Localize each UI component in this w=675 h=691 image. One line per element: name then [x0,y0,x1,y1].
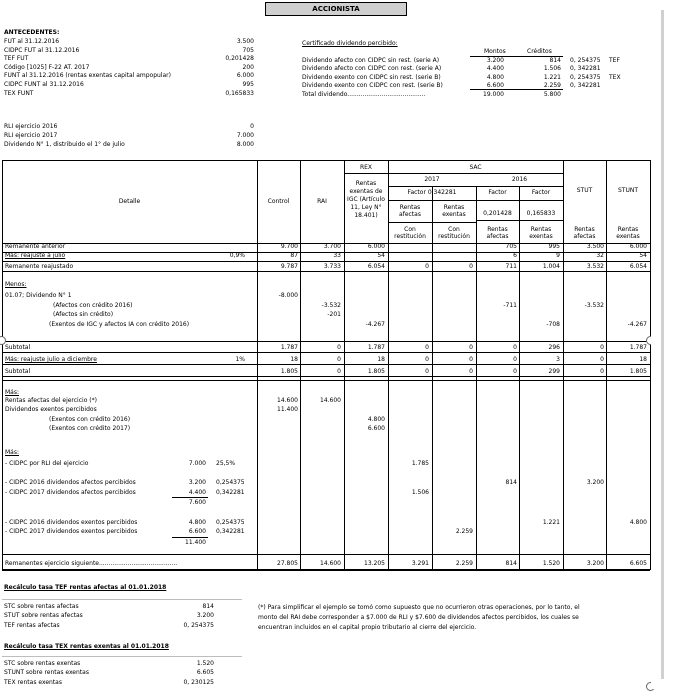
row-detalle: Remanente anterior [5,243,66,250]
column-separator [432,186,433,570]
row-base: 4.800 [188,519,206,526]
antecedente-label: Dividendo N° 1, distribuido el 1° de julio [4,141,125,148]
row-cell-stut[interactable]: 3.200 [586,560,604,567]
antecedente-value: 8.000 [236,141,254,148]
antecedente-value: 200 [242,63,254,71]
antecedente-value: 0 [250,123,254,130]
row-detalle: Subtotal [5,368,31,375]
certificado-monto: 4.400 [486,65,504,73]
column-separator [563,160,564,570]
header-factor-2017: Factor 0,342281 [407,189,457,196]
row-cell-rai[interactable]: 14.600 [320,560,341,567]
row-detalle: (Exentos con crédito 2016) [49,416,131,423]
row-cell-stunt[interactable]: 1.805 [629,368,647,375]
row-cell-s1[interactable]: 1.785 [411,460,429,467]
header-line [344,173,563,174]
certificado-row-label: Dividendo afecto con CIDPC con rest. (serie A) [302,65,442,73]
row-cell-s4[interactable]: 1.004 [542,263,560,270]
row-cell-stunt[interactable]: 6.054 [629,263,647,270]
header-2016: 2016 [511,176,528,183]
table-border-left [2,160,3,570]
footnote-line-1: (*) Para simplificar el ejemplo se tomó como supuesto que no ocurrieron otras operaciones, por lo tanto, el [258,604,580,611]
recalc-tef-label: STUT sobre rentas afectas [4,612,83,620]
row-cell-stunt[interactable]: 1.787 [629,344,647,351]
certificado-row-label: Dividendo exento con CIDPC sin rest. (serie B) [302,73,441,81]
row-cell-rex[interactable]: 6.600 [367,425,385,432]
row-detalle: (Exentos de IGC y afectos IA con crédito 2016) [49,321,190,328]
antecedente-value: 0,201428 [225,55,254,63]
header-line [476,220,563,221]
antecedente-value: 6.000 [236,72,254,80]
row-factor: 0,254375 [216,519,245,526]
row-cell-s2[interactable]: 2.259 [455,560,473,567]
row-detalle: Remanente reajustado [5,263,74,270]
row-cell-s3[interactable]: 0 [513,344,517,351]
row-cell-ctrl[interactable]: 18 [290,356,298,363]
row-separator [2,271,650,272]
row-cell-rex[interactable]: 13.205 [364,560,385,567]
row-detalle: Remanentes ejercicio siguiente......................................... [5,560,178,567]
row-cell-stut[interactable]: 0 [600,356,604,363]
row-detalle: Rentas afectas del ejercicio (*) [5,397,97,404]
row-detalle: - CIDPC por RLI del ejercicio [5,460,89,467]
row-cell-s2[interactable]: 0 [469,368,473,375]
certificado-factor: 0, 342281 [570,65,601,73]
header-rai: RAI [317,198,327,205]
row-cell-s4[interactable]: 9 [556,252,560,259]
row-cell-ctrl[interactable]: 1.787 [280,344,298,351]
recalc-tef-value: 3.200 [196,612,214,620]
certificado-factor: 0, 254375 [570,57,601,64]
row-cell-rex[interactable]: 54 [377,252,385,259]
header-con-restitucion: Con restitución [394,226,426,240]
antecedente-label: RLI ejercicio 2017 [4,132,58,139]
row-detalle: Subtotal [5,344,31,351]
table-border-bottom [2,570,650,571]
row-cell-ctrl[interactable]: 27.805 [277,560,298,567]
row-cell-s3[interactable]: 6 [513,252,517,259]
row-cell-s3[interactable]: 0 [513,356,517,363]
row-cell-ctrl[interactable]: 1.805 [280,368,298,375]
header-stunt: STUNT [617,187,639,194]
certificado-factor: 0, 342281 [570,82,601,90]
row-cell-s1[interactable]: 1.506 [411,489,429,496]
recalc-tex-label: STUNT sobre rentas exentas [4,669,89,677]
header-factor-value-1: 0,201428 [483,210,512,217]
row-cell-s2[interactable]: 0 [469,263,473,270]
header-rex: REX [359,164,373,171]
row-detalle: Dividendos exentos percibidos [5,406,97,413]
row-cell-rex[interactable]: 1.787 [367,344,385,351]
antecedente-value: 0,165833 [225,89,254,97]
row-separator [2,376,650,377]
certificado-tag: TEX [609,73,621,81]
header-rentas-exentas: Rentas exentas [442,204,466,218]
row-cell-stunt[interactable]: 54 [639,252,647,259]
certificado-total-credito: 5.800 [543,91,561,98]
row-param: 1% [235,356,245,363]
antecedente-label: TEX FUNT [4,89,34,97]
sum-line [172,497,208,498]
row-separator [2,364,650,365]
row-cell-s4[interactable]: -708 [546,321,560,328]
certificado-tag: TEF [609,57,620,64]
row-cell-rai[interactable]: -201 [327,311,341,318]
row-base: 7.000 [188,460,206,467]
row-cell-stut[interactable]: 3.500 [586,243,604,250]
row-cell-ctrl[interactable]: 14.600 [277,397,298,404]
row-detalle: - CIDPC 2016 dividendos afectos percibidos [5,479,136,486]
row-cell-rex[interactable]: -4.267 [365,321,385,328]
row-detalle: - CIDPC 2017 dividendos afectos percibidos [5,489,136,496]
header-con-restitucion: Con restitución [438,226,470,240]
certificado-heading: Certificado dividendo percibido: [302,40,398,47]
header-stunt-sub: Rentas exentas [616,226,640,240]
antecedente-label: TEF FUT [4,55,29,63]
row-param: 11.400 [185,539,206,546]
antecedente-label: FUNT al 31.12.2016 (rentas exentas capital ampopular) [4,72,171,80]
recalc-tex-label: TEX rentas exentas [4,678,62,686]
row-cell-stut[interactable]: 0 [600,368,604,375]
certificado-row-label: Dividendo afecto con CIDPC sin rest. (serie A) [302,57,440,64]
row-cell-rex[interactable]: 6.000 [367,243,385,250]
row-cell-rex[interactable]: 1.805 [367,368,385,375]
row-cell-rai[interactable]: 3.733 [323,263,341,270]
header-stut-sub: Rentas afectas [573,226,596,240]
row-detalle: (Afectos con crédito 2016) [53,302,133,309]
row-detalle: Más: reajuste a julio [5,252,66,259]
row-cell-rai[interactable]: 14.600 [320,397,341,404]
row-cell-s4[interactable]: 1.221 [542,519,560,526]
antecedente-value: 3.500 [236,38,254,45]
footnote-line-3: encuentran incluidos en el capital propio tributario al cierre del ejercicio. [258,624,477,631]
certificado-monto: 3.200 [486,57,504,64]
antecedente-value: 995 [242,81,254,88]
scrollbar-track[interactable] [661,10,664,679]
row-cell-s4[interactable]: 3 [556,356,560,363]
row-cell-rex[interactable]: 6.054 [367,263,385,270]
antecedente-label: Código [1025] F-22 AT. 2017 [4,63,90,71]
recalc-tef-label: TEF rentas afectas [4,621,60,629]
certificado-credito: 2.259 [543,82,561,90]
col-creditos-header: Créditos [527,48,552,55]
col-montos-header: Montos [484,48,506,55]
row-detalle: (Exentos con crédito 2017) [49,425,131,432]
row-cell-stut[interactable]: -3.532 [584,302,604,309]
row-separator [2,554,650,555]
row-base: 4.400 [188,489,206,496]
row-cell-s4[interactable]: 1.520 [542,560,560,567]
header-factor-a: Factor [488,189,507,196]
row-cell-ctrl[interactable]: 87 [290,252,298,259]
certificado-credito: 1.506 [543,65,561,73]
row-detalle: (Afectos sin crédito) [53,311,114,318]
row-cell-rex[interactable]: 4.800 [367,416,385,423]
row-cell-s2[interactable]: 0 [469,356,473,363]
row-detalle: 01.07; Dividendo N° 1 [5,292,72,299]
row-factor: 0,254375 [216,479,245,486]
row-cell-ctrl[interactable]: 11.400 [277,406,298,413]
header-rex-sub: Rentas exentas de IGC (Artículo 11, Ley N° 18.401) [347,180,385,219]
antecedentes-heading: ANTECEDENTES: [4,29,60,36]
row-separator [2,341,650,342]
row-base: 6.600 [188,528,206,535]
row-cell-ctrl[interactable]: 9.787 [280,263,298,270]
header-line [388,186,563,187]
header-rentas-afectas: Rentas afectas [399,204,421,218]
recalc-tex-value: 0, 230125 [183,678,214,686]
row-cell-s4[interactable]: 995 [548,243,560,250]
certificado-row-label: Dividendo exento con CIDPC con rest. (serie B) [302,82,443,90]
header-detalle: Detalle [118,198,141,205]
row-cell-rai[interactable]: -3.532 [321,302,341,309]
row-cell-stut[interactable]: 32 [596,252,604,259]
column-separator [300,160,301,570]
certificado-credito: 1.221 [543,73,561,81]
row-cell-ctrl[interactable]: -8.000 [278,292,298,299]
row-separator [2,380,650,381]
row-cell-rai[interactable]: 0 [337,356,341,363]
column-separator [606,160,607,570]
row-cell-stut[interactable]: 0 [600,344,604,351]
row-cell-stunt[interactable]: -4.267 [627,321,647,328]
footnote-line-2: monto del RAI debe corresponder a $7.000 de RLI y $7.600 de dividendos afectos percibidos, los cuales se [258,614,579,621]
row-detalle: - CIDPC 2016 dividendos exentos percibidos [5,519,138,526]
row-cell-s1[interactable]: 3.291 [411,560,429,567]
row-cell-s1[interactable]: 0 [425,356,429,363]
recalc-grid-line [2,599,242,600]
row-separator [2,569,650,570]
row-cell-stunt[interactable]: 6.605 [629,560,647,567]
header-stut: STUT [576,187,593,194]
row-separator [2,261,650,262]
row-cell-rex[interactable]: 18 [377,356,385,363]
row-cell-rai[interactable]: 33 [333,252,341,259]
row-detalle: Más: reajuste julio a diciembre [5,356,97,363]
recalc-tex-value: 1.520 [196,660,214,667]
row-factor: 0,342281 [216,489,245,496]
sheet-title: ACCIONISTA [265,2,407,16]
row-base: 3.200 [188,479,206,486]
certificado-monto: 4.800 [486,73,504,81]
row-cell-rai[interactable]: 3.700 [323,243,341,250]
row-separator [2,252,650,253]
header-rentas-afectas-2016: Rentas afectas [486,226,509,240]
antecedente-value: 705 [242,46,254,54]
antecedente-value: 7.000 [236,132,254,139]
antecedente-label: CIDPC FUNT al 31.12.2016 [4,81,84,88]
row-cell-s3[interactable]: 705 [505,243,517,250]
row-cell-s1[interactable]: 0 [425,263,429,270]
row-cell-s3[interactable]: 814 [505,479,517,486]
row-cell-s1[interactable]: 0 [425,344,429,351]
row-cell-s3[interactable]: 711 [505,263,517,270]
row-cell-stut[interactable]: 3.532 [586,263,604,270]
certificado-total-label: Total dividendo......................................... [302,91,426,98]
antecedente-label: RLI ejercicio 2016 [4,123,58,130]
row-param: 0,9% [229,252,245,259]
row-cell-ctrl[interactable]: 9.700 [280,243,298,250]
certificado-credito: 814 [549,57,561,64]
certificado-total-monto: 19.000 [483,91,504,98]
row-cell-s4[interactable]: 299 [548,368,560,375]
row-detalle: Más: [5,389,20,396]
header-line [388,222,476,223]
recalc-tef-value: 814 [202,603,214,610]
recalc-tex-heading: Recálculo tasa TEX rentas exentas al 01.01.2018 [4,643,169,650]
certificado-monto: 6.600 [486,82,504,90]
sum-line [172,537,208,538]
row-cell-s3[interactable]: 0 [513,368,517,375]
row-cell-rai[interactable]: 0 [337,368,341,375]
header-factor-value-2: 0,165833 [526,210,556,217]
row-cell-s2[interactable]: 0 [469,344,473,351]
recalc-tex-label: STC sobre rentas exentas [4,660,81,667]
antecedente-label: CIDPC FUT al 31.12.2016 [4,46,80,54]
column-separator [344,160,345,570]
header-2017: 2017 [424,176,440,183]
row-cell-s4[interactable]: 296 [548,344,560,351]
header-rentas-exentas-2016: Rentas exentas [529,226,553,240]
header-line [388,200,563,201]
recalc-tex-value: 6.605 [196,669,214,677]
row-cell-stunt[interactable]: 4.800 [629,519,647,526]
certificado-factor: 0, 254375 [570,73,601,81]
row-param: 7.600 [188,499,206,506]
row-cell-s2[interactable]: 2.259 [455,528,473,535]
header-sac: SAC [469,164,482,171]
row-factor: 0,342281 [216,528,245,535]
column-separator [257,160,258,570]
recalc-tef-value: 0, 254375 [183,621,214,629]
row-cell-stunt[interactable]: 18 [639,356,647,363]
row-cell-stut[interactable]: 3.200 [586,479,604,486]
row-cell-stunt[interactable]: 6.000 [629,243,647,250]
row-detalle: Más: [5,449,20,456]
row-cell-s3[interactable]: 814 [505,560,517,567]
row-detalle: - CIDPC 2017 dividendos exentos percibidos [5,528,138,535]
recalc-tef-heading: Recálculo tasa TEF rentas afectas al 01.01.2018 [4,584,167,591]
row-cell-s3[interactable]: -711 [503,302,517,309]
certificado-sum-line [470,89,563,90]
row-cell-s1[interactable]: 0 [425,368,429,375]
row-detalle: Menos: [5,281,27,288]
recalc-grid-line [2,656,242,657]
row-separator [2,352,650,353]
recalc-tef-label: STC sobre rentas afectas [4,603,79,610]
header-control: Control [267,198,290,205]
antecedente-label: FUT al 31.12.2016 [4,38,60,45]
header-factor-b: Factor [531,189,551,196]
vertical-scrollbar[interactable] [651,0,675,689]
row-cell-rai[interactable]: 0 [337,344,341,351]
certificado-top-line [470,56,563,57]
table-border-top [2,160,650,161]
row-factor: 25,5% [216,460,236,467]
